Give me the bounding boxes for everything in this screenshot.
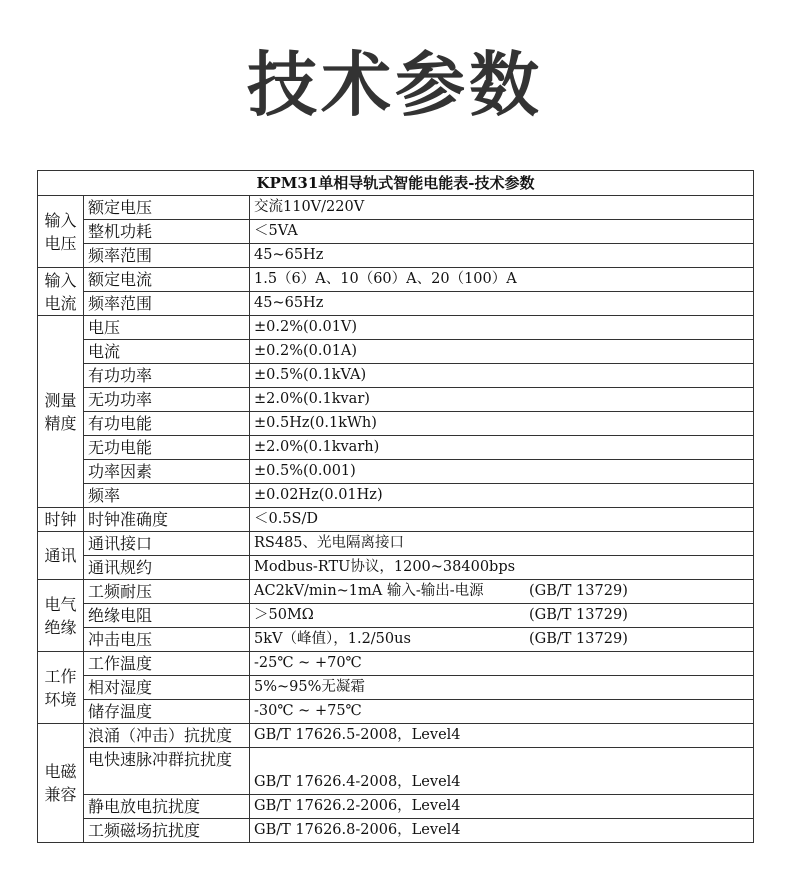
table-row xyxy=(38,508,754,532)
table-row xyxy=(38,220,754,244)
table-row xyxy=(38,388,754,412)
param-name: 工作温度 xyxy=(84,652,250,676)
param-value-cell xyxy=(250,220,754,244)
param-name: 储存温度 xyxy=(84,700,250,724)
param-value-wrap xyxy=(254,244,749,267)
table-title-row xyxy=(38,171,754,196)
param-value-cell xyxy=(250,795,754,819)
param-name: 时钟准确度 xyxy=(84,508,250,532)
table-row xyxy=(38,676,754,700)
param-name: 无功功率 xyxy=(84,388,250,412)
param-value-cell xyxy=(250,388,754,412)
param-name: 电流 xyxy=(84,340,250,364)
param-value-wrap xyxy=(254,436,749,459)
table-row xyxy=(38,819,754,843)
param-value-cell xyxy=(250,676,754,700)
param-value-cell xyxy=(250,292,754,316)
table-row xyxy=(38,436,754,460)
param-value: GB/T 17626.4-2008，Level4 xyxy=(254,774,461,790)
param-name: 通讯规约 xyxy=(84,556,250,580)
param-value-cell xyxy=(250,508,754,532)
param-value-cell xyxy=(250,244,754,268)
param-value-cell xyxy=(250,412,754,436)
param-value-wrap xyxy=(254,580,749,603)
param-value: GB/T 17626.8-2006，Level4 xyxy=(254,822,461,838)
table-row xyxy=(38,268,754,292)
table-row xyxy=(38,580,754,604)
table-row xyxy=(38,412,754,436)
param-value-cell xyxy=(250,700,754,724)
param-name: 工频磁场抗扰度 xyxy=(84,819,250,843)
param-value: Modbus-RTU协议，1200~38400bps xyxy=(254,559,516,575)
param-value: GB/T 17626.2-2006，Level4 xyxy=(254,798,461,814)
table-row xyxy=(38,652,754,676)
param-value-cell xyxy=(250,556,754,580)
param-value: RS485、光电隔离接口 xyxy=(254,535,405,551)
table-row xyxy=(38,604,754,628)
table-row xyxy=(38,795,754,819)
param-value-cell xyxy=(250,268,754,292)
param-value: ±0.5%(0.001) xyxy=(254,463,356,479)
table-row xyxy=(38,316,754,340)
group-label: 时钟 xyxy=(38,508,84,532)
param-value-cell xyxy=(250,628,754,652)
param-value-wrap xyxy=(254,771,749,794)
table-row xyxy=(38,196,754,220)
param-name: 静电放电抗扰度 xyxy=(84,795,250,819)
param-value-wrap xyxy=(254,220,749,243)
param-value-wrap xyxy=(254,628,749,651)
param-name: 相对湿度 xyxy=(84,676,250,700)
param-value-wrap xyxy=(254,196,749,219)
param-value: ±2.0%(0.1kvar) xyxy=(254,391,370,407)
group-label: 输入电流 xyxy=(38,268,84,316)
table-row xyxy=(38,460,754,484)
table-row xyxy=(38,556,754,580)
param-value-cell xyxy=(250,316,754,340)
param-value: 45~65Hz xyxy=(254,247,324,263)
standard-ref: (GB/T 13729) xyxy=(529,607,628,623)
table-row xyxy=(38,748,754,795)
param-name: 频率范围 xyxy=(84,244,250,268)
param-value-wrap xyxy=(254,364,749,387)
table-row xyxy=(38,340,754,364)
param-value: -30℃ ~ +75℃ xyxy=(254,703,362,719)
param-value-cell xyxy=(250,484,754,508)
param-value-cell xyxy=(250,580,754,604)
param-value: ±0.2%(0.01A) xyxy=(254,343,358,359)
table-row xyxy=(38,484,754,508)
group-label: 通讯 xyxy=(38,532,84,580)
param-value: ＞50MΩ xyxy=(254,607,314,623)
table-row xyxy=(38,244,754,268)
param-value-wrap xyxy=(254,652,749,675)
param-value: AC2kV/min~1mA 输入-输出-电源 xyxy=(254,583,484,599)
param-value: 交流110V/220V xyxy=(254,199,365,215)
param-value: -25℃ ~ +70℃ xyxy=(254,655,362,671)
param-name: 额定电压 xyxy=(84,196,250,220)
param-value: ±0.5Hz(0.1kWh) xyxy=(254,415,377,431)
spec-table xyxy=(37,170,754,843)
table-row xyxy=(38,292,754,316)
param-name: 额定电流 xyxy=(84,268,250,292)
param-value: GB/T 17626.5-2008，Level4 xyxy=(254,727,461,743)
param-name: 通讯接口 xyxy=(84,532,250,556)
param-value-wrap xyxy=(254,484,749,507)
param-value-cell xyxy=(250,819,754,843)
param-value-wrap xyxy=(254,292,749,315)
param-value-cell xyxy=(250,196,754,220)
param-name: 无功电能 xyxy=(84,436,250,460)
group-label: 工作环境 xyxy=(38,652,84,724)
param-value: ±0.5%(0.1kVA) xyxy=(254,367,367,383)
param-name: 浪涌（冲击）抗扰度 xyxy=(84,724,250,748)
param-value-cell xyxy=(250,604,754,628)
param-value: 5%~95%无凝霜 xyxy=(254,679,365,695)
param-value-wrap xyxy=(254,412,749,435)
param-name: 有功电能 xyxy=(84,412,250,436)
param-name: 电压 xyxy=(84,316,250,340)
param-value-wrap xyxy=(254,556,749,579)
param-value-cell xyxy=(250,532,754,556)
param-name: 绝缘电阻 xyxy=(84,604,250,628)
param-value-cell xyxy=(250,340,754,364)
param-value: 45~65Hz xyxy=(254,295,324,311)
group-label: 测量精度 xyxy=(38,316,84,508)
param-name: 频率 xyxy=(84,484,250,508)
param-value-wrap xyxy=(254,604,749,627)
param-value-wrap xyxy=(254,388,749,411)
table-row xyxy=(38,364,754,388)
page-title: 技术参数 xyxy=(247,44,543,126)
param-name: 有功功率 xyxy=(84,364,250,388)
group-label: 输入电压 xyxy=(38,196,84,268)
param-value-cell xyxy=(250,364,754,388)
param-value-wrap xyxy=(254,724,749,747)
group-label: 电气绝缘 xyxy=(38,580,84,652)
param-value: ＜0.5S/D xyxy=(254,511,319,527)
param-value-cell xyxy=(250,724,754,748)
param-value-cell xyxy=(250,748,754,795)
table-row xyxy=(38,700,754,724)
param-value-wrap xyxy=(254,532,749,555)
param-name: 整机功耗 xyxy=(84,220,250,244)
param-value-wrap xyxy=(254,700,749,723)
param-value-wrap xyxy=(254,676,749,699)
param-value-cell xyxy=(250,460,754,484)
param-name: 频率范围 xyxy=(84,292,250,316)
param-name: 电快速脉冲群抗扰度 xyxy=(84,748,250,795)
standard-ref: (GB/T 13729) xyxy=(529,631,628,647)
param-name: 功率因素 xyxy=(84,460,250,484)
param-value-cell xyxy=(250,436,754,460)
param-value-wrap xyxy=(254,795,749,818)
param-value-cell xyxy=(250,652,754,676)
table-row xyxy=(38,532,754,556)
param-value: 5kV（峰值），1.2/50us xyxy=(254,631,411,647)
param-value: ＜5VA xyxy=(254,223,298,239)
param-value-wrap xyxy=(254,268,749,291)
param-value: ±0.02Hz(0.01Hz) xyxy=(254,487,383,503)
group-label: 电磁兼容 xyxy=(38,724,84,843)
param-value: 1.5（6）A、10（60）A、20（100）A xyxy=(254,271,517,287)
table-row xyxy=(38,628,754,652)
param-value: ±2.0%(0.1kvarh) xyxy=(254,439,380,455)
standard-ref: (GB/T 13729) xyxy=(529,583,628,599)
param-value-wrap xyxy=(254,340,749,363)
param-value-wrap xyxy=(254,819,749,842)
param-value-wrap xyxy=(254,316,749,339)
param-name: 冲击电压 xyxy=(84,628,250,652)
table-row xyxy=(38,724,754,748)
table-title: KPM31单相导轨式智能电能表-技术参数 xyxy=(38,171,754,196)
param-value-wrap xyxy=(254,508,749,531)
param-name: 工频耐压 xyxy=(84,580,250,604)
param-value-wrap xyxy=(254,460,749,483)
param-value: ±0.2%(0.01V) xyxy=(254,319,358,335)
